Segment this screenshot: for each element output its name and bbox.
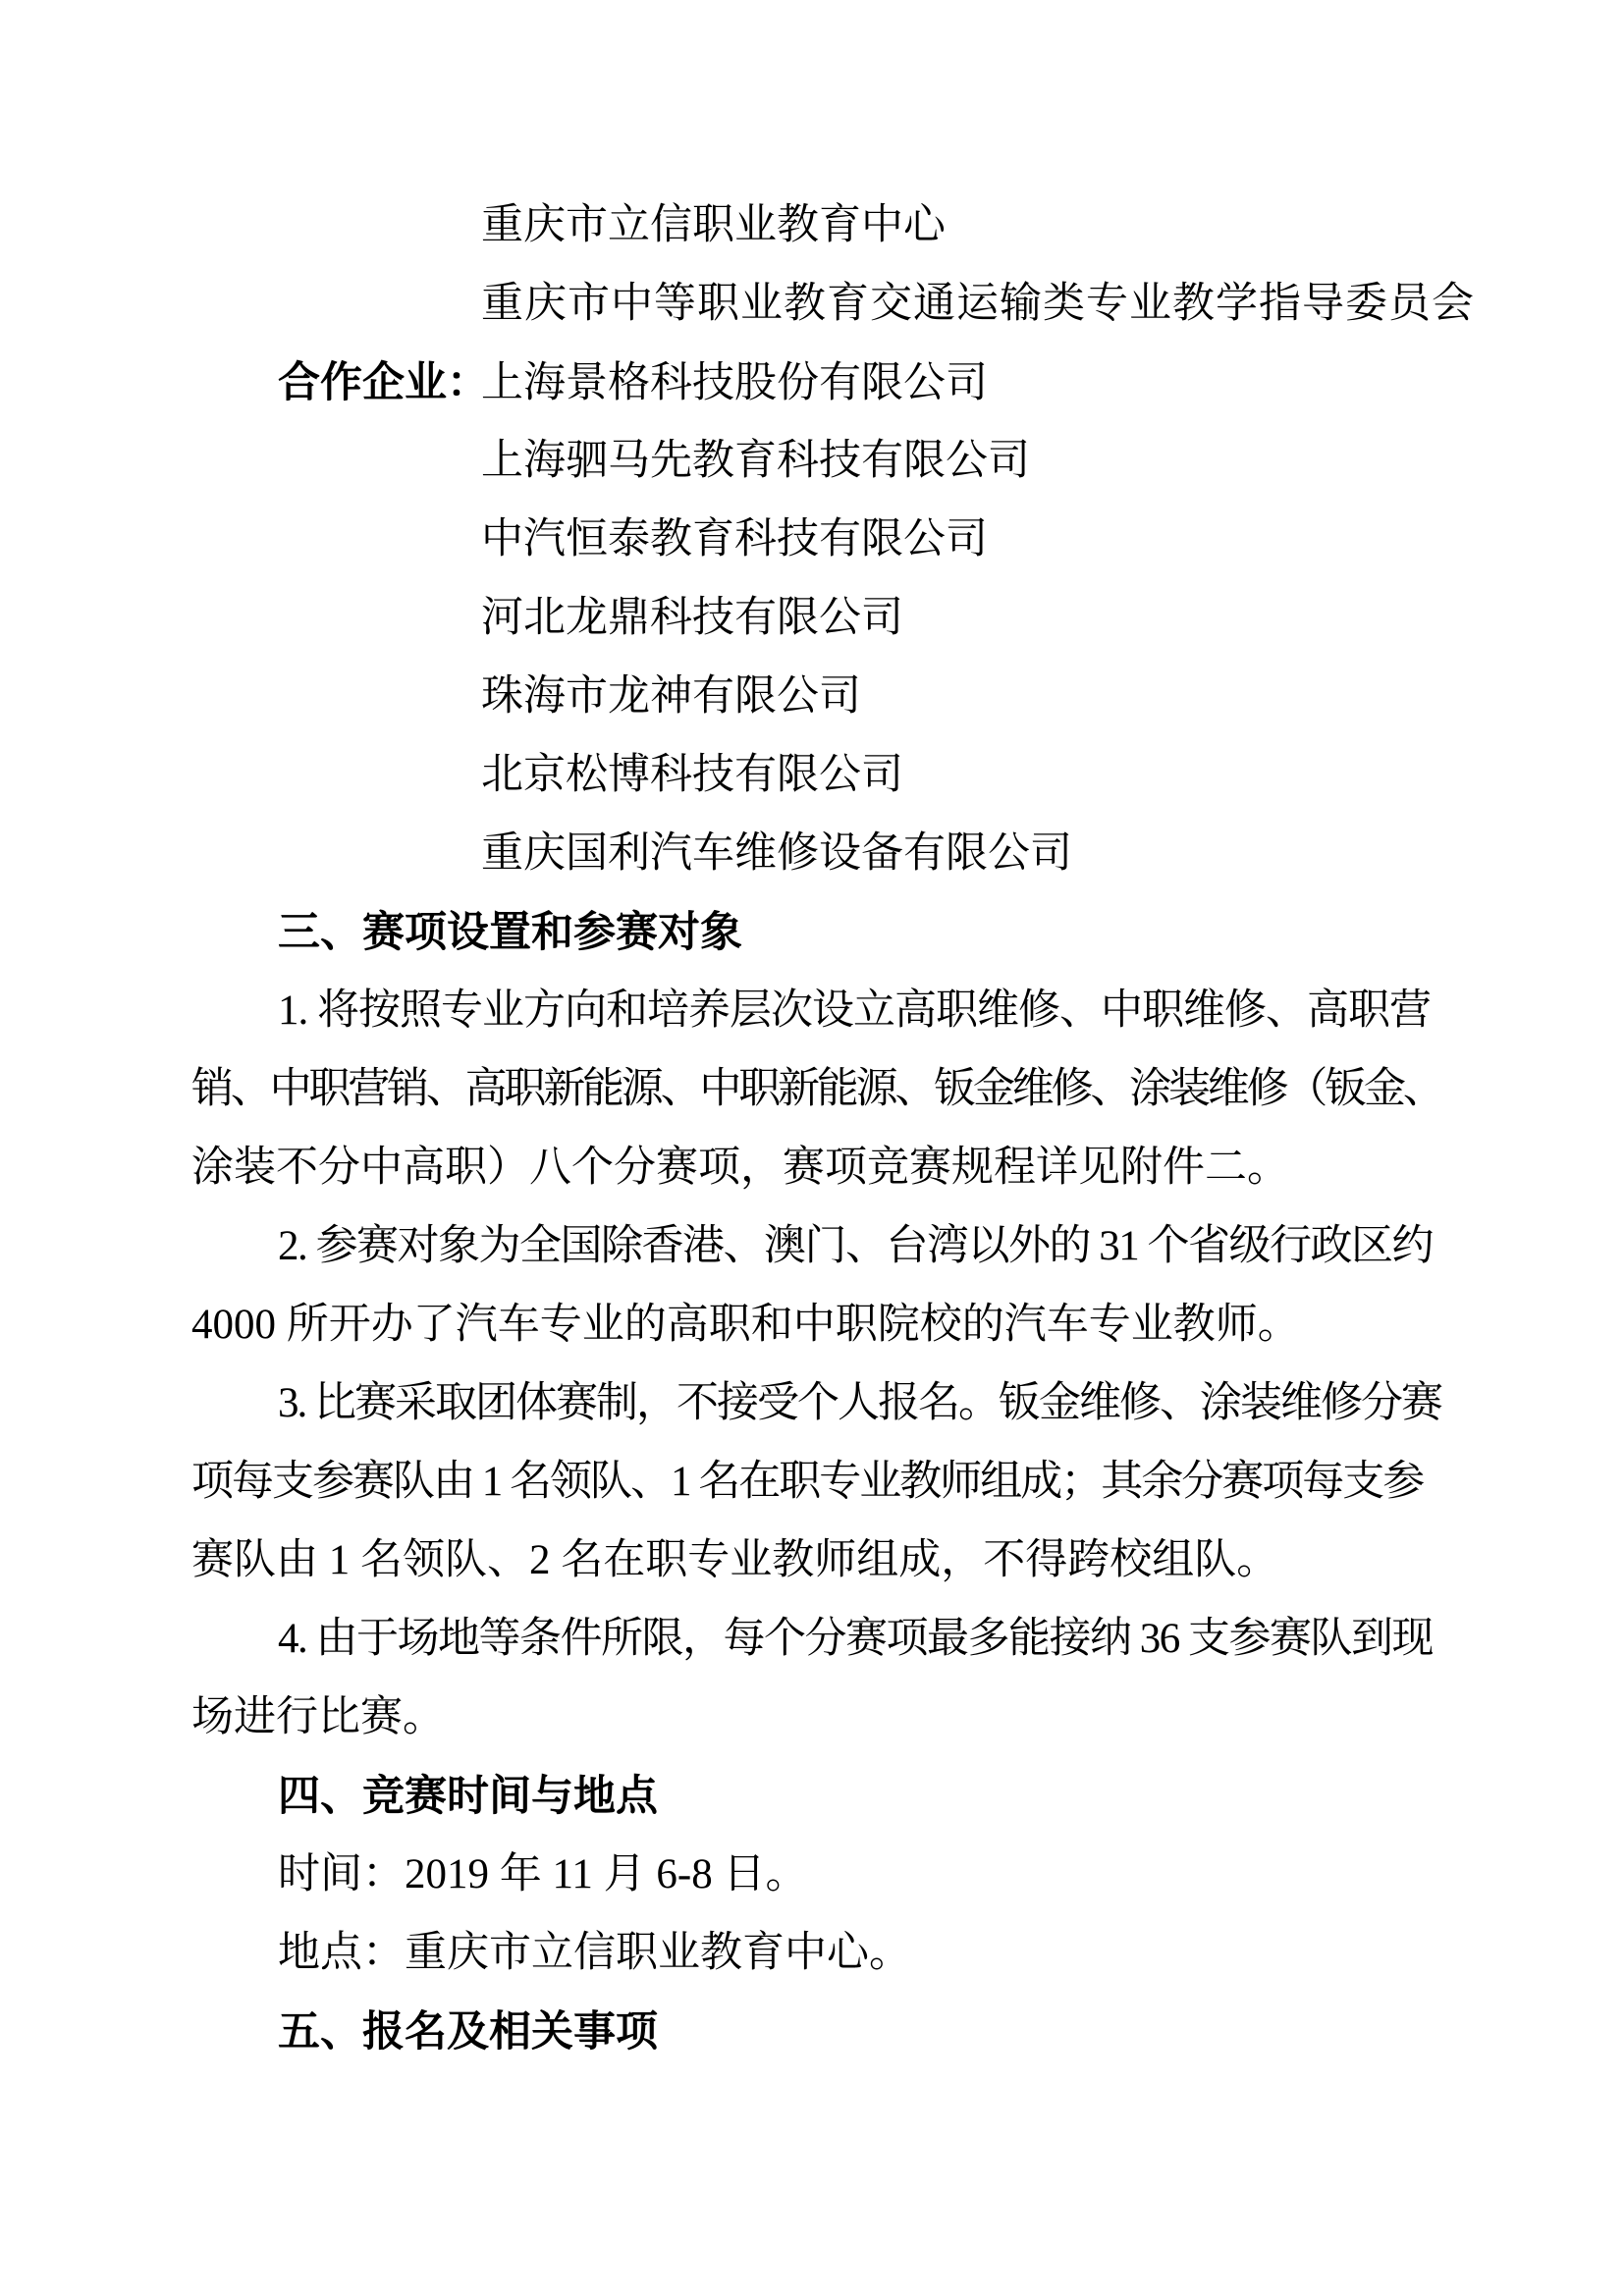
paragraph-line: 时间：2019 年 11 月 6-8 日。 (278, 1851, 808, 1897)
paragraph-line: 赛队由 1 名领队、2 名在职专业教师组成，不得跨校组队。 (191, 1537, 1279, 1583)
document-content (191, 187, 1475, 2071)
paragraph-line: 1. 将按照专业方向和培养层次设立高职维修、中职维修、高职营 (278, 988, 1431, 1034)
company-name-line: 重庆国利汽车维修设备有限公司 (481, 830, 1072, 877)
company-name: 上海景格科技股份有限公司 (481, 360, 988, 406)
paragraph-line: 涂装不分中高职）八个分赛项，赛项竞赛规程详见附件二。 (191, 1145, 1289, 1191)
section-heading: 五、报名及相关事项 (278, 2008, 658, 2056)
partner-label-line (191, 344, 1448, 422)
company-name-line: 河北龙鼎科技有限公司 (481, 595, 903, 641)
cooperation-enterprises-label: 合作企业： (278, 359, 489, 406)
company-name-line: 北京松博科技有限公司 (481, 752, 903, 798)
company-name-line: 重庆市立信职业教育中心 (481, 202, 946, 248)
paragraph-line: 4. 由于场地等条件所限，每个分赛项最多能接纳 36 支参赛队到现 (278, 1616, 1433, 1662)
paragraph-line: 4000 所开办了汽车专业的高职和中职院校的汽车专业教师。 (191, 1302, 1300, 1348)
company-name-line: 珠海市龙神有限公司 (481, 673, 861, 720)
paragraph-line: 销、中职营销、高职新能源、中职新能源、钣金维修、涂装维修（钣金、 (191, 1066, 1442, 1112)
section-heading: 四、竞赛时间与地点 (278, 1773, 658, 1820)
paragraph-line: 2. 参赛对象为全国除香港、澳门、台湾以外的 31 个省级行政区约 (278, 1223, 1433, 1269)
paragraph-line: 3. 比赛采取团体赛制，不接受个人报名。钣金维修、涂装维修分赛 (278, 1380, 1441, 1426)
company-name-line: 重庆市中等职业教育交通运输类专业教学指导委员会 (481, 281, 1475, 327)
section-heading: 三、赛项设置和参赛对象 (278, 909, 742, 956)
company-name-line: 上海驷马先教育科技有限公司 (481, 438, 1030, 484)
company-name-line: 中汽恒泰教育科技有限公司 (481, 516, 988, 562)
paragraph-line: 场进行比赛。 (191, 1694, 445, 1740)
paragraph-line: 项每支参赛队由 1 名领队、1 名在职专业教师组成；其余分赛项每支参 (191, 1459, 1424, 1505)
paragraph-line: 地点：重庆市立信职业教育中心。 (278, 1930, 911, 1976)
